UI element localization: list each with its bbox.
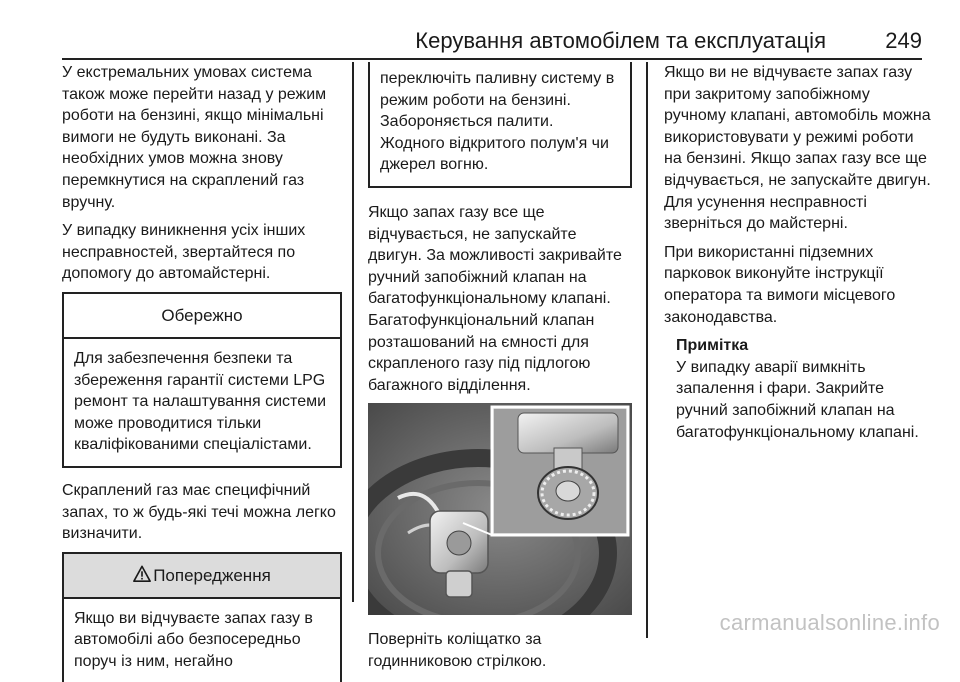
paragraph-gas-smell: Скраплений газ має специфічний запах, то ж будь-які течі можна легко визначити. bbox=[62, 481, 336, 543]
column-1 bbox=[62, 62, 342, 682]
note-title: Примітка bbox=[676, 337, 749, 355]
note-text: У випадку аварії вимкніть запалення і фари. Закрийте ручний запобіжний клапан на багатофункціональному клапані. bbox=[676, 358, 919, 441]
paragraph-underground-parking: При використанні підземних парковок виконуйте інструкції оператора та вимоги місцевого законодавства. bbox=[664, 243, 896, 326]
paragraph-no-smell: Якщо ви не відчуваєте запах газу при закритому запобіжному ручному клапані, автомобіль можна використовувати у режимі роботи на бензині. Якщо запах газу все ще відчувається, не запускайте двигун. Для усунення несправності зверніться до майстерні. bbox=[664, 64, 931, 233]
paragraph-other-faults: У випадку виникнення усіх інших несправностей, звертайтеся по допомогу до автомайстерні. bbox=[62, 222, 306, 283]
caution-box-text: Для забезпечення безпеки та збереження гарантії системи LPG ремонт та налаштування системи може проводитися тільки кваліфікованими спеціалістами. bbox=[74, 349, 327, 454]
column-2 bbox=[368, 62, 632, 680]
warning-triangle-icon bbox=[133, 565, 151, 583]
paragraph-manual-valve: Якщо запах газу все ще відчувається, не запускайте двигун. За можливості закривайте ручний запобіжний клапан на багатофункціональному клапані. Багатофункціональний клапан розташований на ємності для скрапленого газу під підлогою багажного відділення. bbox=[368, 203, 622, 394]
warning-box-title: Попередження bbox=[153, 565, 271, 585]
caution-box-title: Обережно bbox=[64, 294, 340, 339]
photo-caption: Поверніть коліщатко за годинниковою стрілкою. bbox=[368, 631, 547, 670]
paragraph-fallback-petrol: У екстремальних умовах система також може перейти назад у режим роботи на бензині, якщо мінімальні вимоги не будуть виконані. За необхідних умов можна знову перемкнутися на скраплений газ вручну. bbox=[62, 64, 327, 211]
page-header bbox=[62, 22, 922, 58]
warning-box bbox=[62, 552, 342, 682]
warning-box-continued bbox=[368, 62, 632, 188]
page-number: 249 bbox=[885, 28, 922, 53]
warning-box-header bbox=[64, 554, 340, 599]
column-3 bbox=[664, 62, 934, 443]
lpg-manual-valve-photo bbox=[368, 403, 632, 615]
column-divider-right bbox=[646, 62, 648, 638]
warning-box-text: Якщо ви відчуваєте запах газу в автомобілі або безпосередньо поруч із ним, негайно bbox=[74, 609, 313, 670]
watermark: carmanualsonline.info bbox=[719, 610, 940, 635]
warning-box-continued-text: переключіть паливну систему в режим роботи на бензині. Забороняється палити. Жодного відкритого полум'я чи джерел вогню. bbox=[380, 70, 615, 174]
header-rule bbox=[62, 58, 922, 60]
running-title: Керування автомобілем та експлуатація bbox=[415, 28, 826, 53]
caution-box bbox=[62, 292, 342, 468]
column-divider-left bbox=[352, 62, 354, 602]
note-block bbox=[676, 335, 934, 443]
